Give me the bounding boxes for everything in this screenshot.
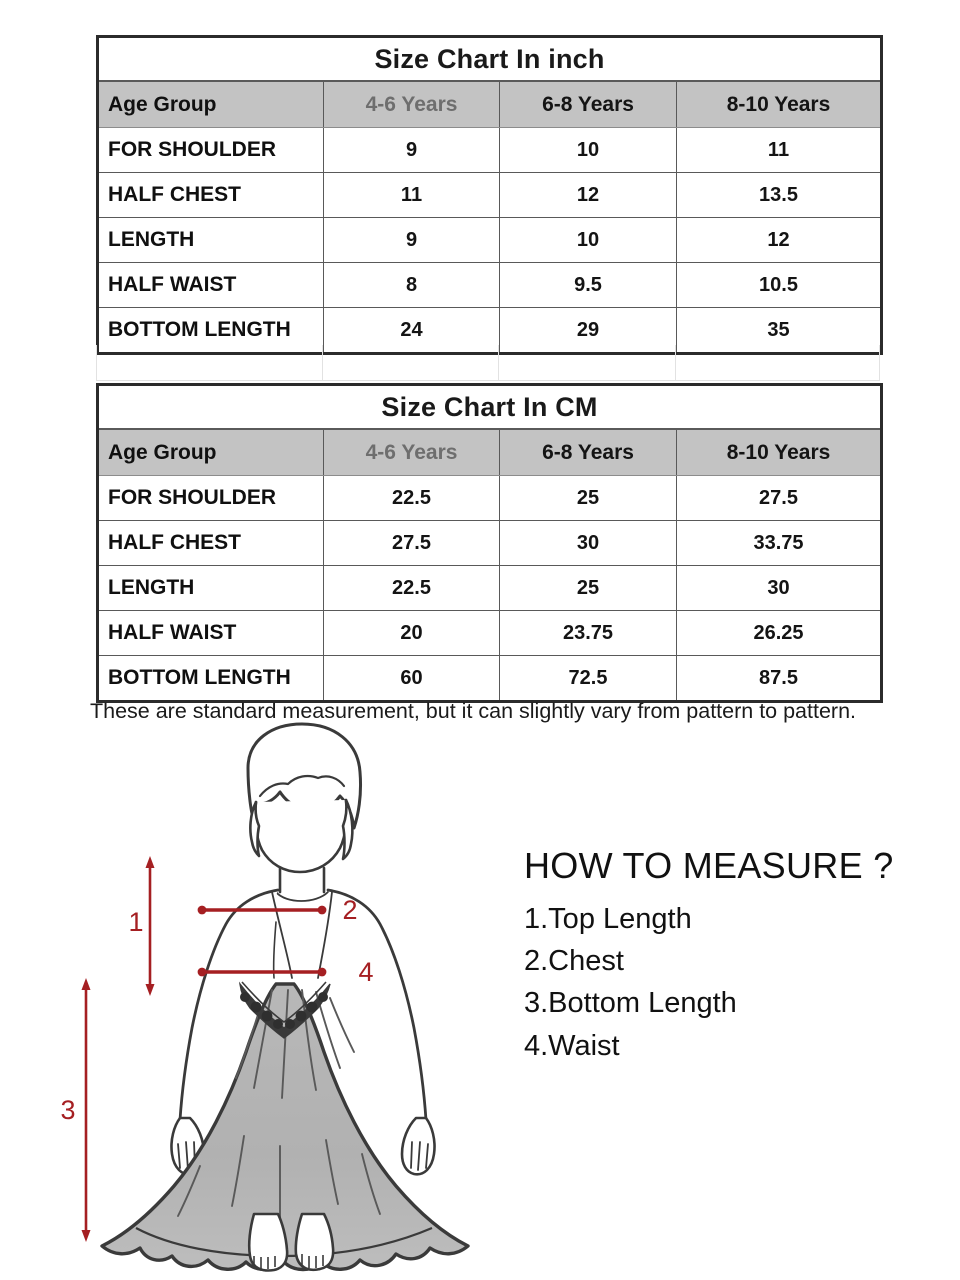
cell-value: 10 xyxy=(500,128,677,173)
marker-3-label: 3 xyxy=(60,1095,76,1126)
row-label: BOTTOM LENGTH xyxy=(98,656,324,702)
cell-value: 12 xyxy=(677,218,882,263)
measurement-note: These are standard measurement, but it can slightly vary from pattern to pattern. xyxy=(90,699,857,723)
collarbone xyxy=(276,892,328,901)
column-header-age-group: Age Group xyxy=(98,429,324,476)
row-label: HALF WAIST xyxy=(98,263,324,308)
cell-value: 11 xyxy=(324,173,500,218)
cell-value: 9 xyxy=(324,218,500,263)
cell-value: 9 xyxy=(324,128,500,173)
row-label: FOR SHOULDER xyxy=(98,476,324,521)
bodice-left-seam xyxy=(274,922,276,978)
cell-value: 72.5 xyxy=(500,656,677,702)
column-header-age-group: Age Group xyxy=(98,81,324,128)
table-header-row xyxy=(98,429,882,476)
row-label: LENGTH xyxy=(98,566,324,611)
row-label: LENGTH xyxy=(98,218,324,263)
table-row xyxy=(98,521,882,566)
table-row xyxy=(98,566,882,611)
cell-value: 10 xyxy=(500,218,677,263)
row-label: HALF CHEST xyxy=(98,521,324,566)
table-row xyxy=(98,476,882,521)
how-to-measure-item-2: 2.Chest xyxy=(524,945,624,978)
cell-value: 25 xyxy=(500,566,677,611)
cell-value: 22.5 xyxy=(324,476,500,521)
cell-value: 25 xyxy=(500,476,677,521)
how-to-measure-title: HOW TO MEASURE ? xyxy=(524,845,894,886)
cell-value: 24 xyxy=(324,308,500,354)
cell-value: 30 xyxy=(500,521,677,566)
cell-value: 30 xyxy=(677,566,882,611)
row-label: BOTTOM LENGTH xyxy=(98,308,324,354)
size-chart-table-inch xyxy=(96,35,883,355)
how-to-measure-item-3: 3.Bottom Length xyxy=(524,987,737,1020)
table-header-row xyxy=(98,81,882,128)
column-header-size-1: 4-6 Years xyxy=(324,81,500,128)
table-title: Size Chart In inch xyxy=(98,37,882,82)
table-row xyxy=(98,173,882,218)
cell-value: 29 xyxy=(500,308,677,354)
table-row xyxy=(98,263,882,308)
row-label: HALF WAIST xyxy=(98,611,324,656)
column-header-size-3: 8-10 Years xyxy=(677,81,882,128)
face-outline xyxy=(255,800,347,872)
cell-value: 35 xyxy=(677,308,882,354)
cell-value: 12 xyxy=(500,173,677,218)
column-header-size-1: 4-6 Years xyxy=(324,429,500,476)
cell-value: 20 xyxy=(324,611,500,656)
how-to-measure-item-4: 4.Waist xyxy=(524,1029,620,1062)
cell-value: 11 xyxy=(677,128,882,173)
table-row xyxy=(98,611,882,656)
how-to-measure-item-1: 1.Top Length xyxy=(524,903,692,936)
cell-value: 27.5 xyxy=(677,476,882,521)
table-title-row xyxy=(98,37,882,82)
size-chart-table-cm xyxy=(96,383,883,703)
table-row xyxy=(98,218,882,263)
column-header-size-3: 8-10 Years xyxy=(677,429,882,476)
column-header-size-2: 6-8 Years xyxy=(500,81,677,128)
cell-value: 26.25 xyxy=(677,611,882,656)
cell-value: 10.5 xyxy=(677,263,882,308)
cell-value: 8 xyxy=(324,263,500,308)
cell-value: 27.5 xyxy=(324,521,500,566)
marker-1-label: 1 xyxy=(128,907,144,938)
table-title-row xyxy=(98,385,882,430)
cell-value: 9.5 xyxy=(500,263,677,308)
cell-value: 33.75 xyxy=(677,521,882,566)
row-label: FOR SHOULDER xyxy=(98,128,324,173)
marker-1-top-length xyxy=(128,856,154,996)
row-label: HALF CHEST xyxy=(98,173,324,218)
marker-2-label: 2 xyxy=(342,895,358,926)
table-row xyxy=(98,656,882,702)
how-to-measure-section xyxy=(524,845,944,1067)
cell-value: 87.5 xyxy=(677,656,882,702)
dress-strap-right xyxy=(318,892,332,978)
table-row xyxy=(98,308,882,354)
column-header-size-2: 6-8 Years xyxy=(500,429,677,476)
cell-value: 23.75 xyxy=(500,611,677,656)
cell-value: 13.5 xyxy=(677,173,882,218)
cell-value: 22.5 xyxy=(324,566,500,611)
marker-3-bottom-length xyxy=(60,978,90,1242)
table-title: Size Chart In CM xyxy=(98,385,882,430)
cell-value: 60 xyxy=(324,656,500,702)
girl-dress-illustration xyxy=(40,716,520,1280)
table-row xyxy=(98,128,882,173)
marker-4-label: 4 xyxy=(358,957,374,988)
